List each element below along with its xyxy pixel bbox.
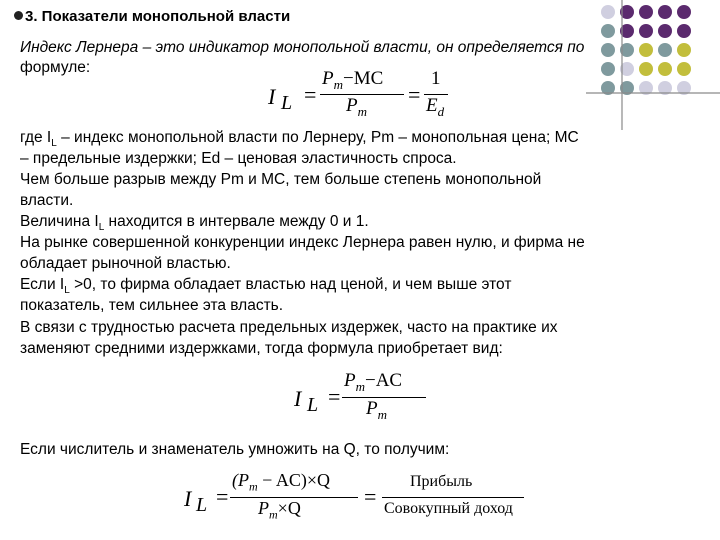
paragraph-gap: Чем больше разрыв между Pm и MC, тем больше степень монопольной (20, 171, 542, 188)
decorative-dot (639, 43, 653, 57)
decorative-dot (658, 81, 672, 95)
decorative-dot (620, 24, 634, 38)
decorative-dot (677, 43, 691, 57)
decorative-dot (677, 5, 691, 19)
decorative-dot (639, 81, 653, 95)
formula-lerner-profit: I L = $(P_m - AC)\times Q$ $P_m\times Q$ = Прибыль Совокупный доход (184, 470, 524, 536)
decorative-dot (601, 24, 615, 38)
formula-lerner-index: I L = $P_m-MC$ $P_m$ = 1 $E_d$ (268, 68, 448, 124)
paragraph-average-costs-cont: заменяют средними издержками, тогда формула приобретает вид: (20, 340, 503, 357)
bullet-icon (14, 11, 23, 20)
slide-title: 3. Показатели монопольной власти (14, 8, 290, 25)
formula-lerner-average-cost: I L = $P_m-AC$ $P_m$ (294, 370, 434, 428)
decorative-dot (639, 5, 653, 19)
decorative-dot (620, 81, 634, 95)
decorative-dot (658, 24, 672, 38)
decorative-dot (677, 81, 691, 95)
decorative-dot (601, 5, 615, 19)
paragraph-multiply-q: Если числитель и знаменатель умножить на Q, то получим: (20, 441, 450, 458)
decorative-dot (677, 62, 691, 76)
decorative-dot (620, 43, 634, 57)
paragraph-range: Величина $I_L$ находится в интервале между 0 и 1. (20, 213, 369, 234)
decorative-dot (601, 62, 615, 76)
paragraph-perfect-competition: На рынке совершенной конкуренции индекс Лернера равен нулю, и фирма не (20, 234, 585, 251)
decorative-dot (639, 24, 653, 38)
paragraph-average-costs: В связи с трудностью расчета предельных издержек, часто на практике их (20, 319, 558, 336)
decorative-dot (620, 5, 634, 19)
decorative-dot (658, 5, 672, 19)
decorative-dot (620, 62, 634, 76)
paragraph-positive-cont: показатель, тем сильнее эта власть. (20, 297, 284, 314)
paragraph-perfect-competition-cont: обладает рыночной властью. (20, 255, 231, 272)
decorative-dot (601, 43, 615, 57)
paragraph-lerner-definition: Индекс Лернера – это индикатор монопольной власти, он определяется по (20, 39, 585, 56)
decorative-dot (677, 24, 691, 38)
paragraph-lerner-definition-cont: формуле: (20, 59, 91, 76)
paragraph-variables: где $I_L$ – индекс монопольной власти по Лернеру, Pm – монопольная цена; MC (20, 129, 579, 150)
decorative-dot (658, 43, 672, 57)
decorative-dot (658, 62, 672, 76)
paragraph-variables-cont: – предельные издержки; Ed – ценовая эластичность спроса. (20, 150, 457, 167)
decorative-dot (639, 62, 653, 76)
paragraph-positive: Если $I_L >0$, то фирма обладает властью над ценой, и чем выше этот (20, 276, 512, 297)
decorative-dot (601, 81, 615, 95)
paragraph-gap-cont: власти. (20, 192, 74, 209)
